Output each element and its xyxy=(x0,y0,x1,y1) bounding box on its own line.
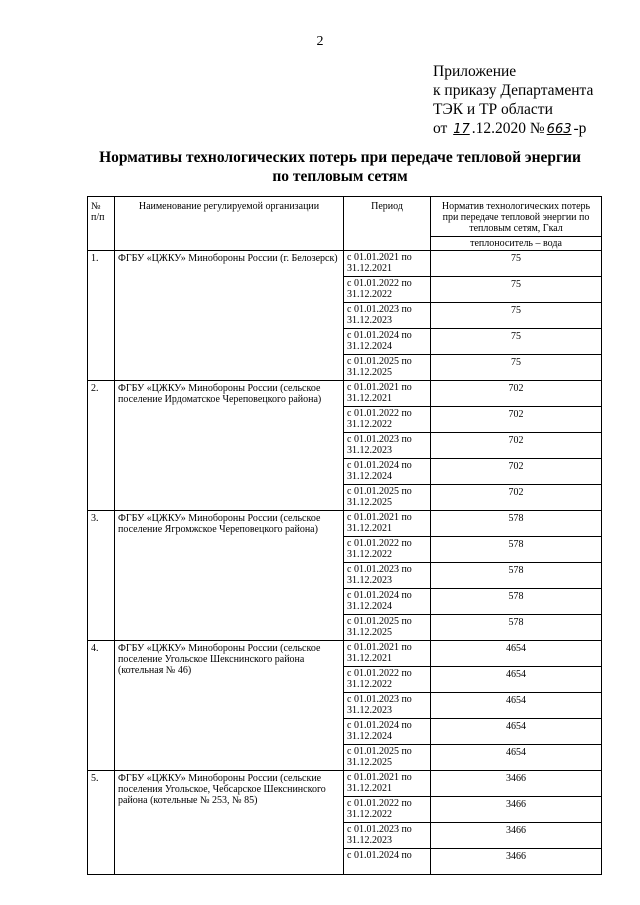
period-from: с 01.01.2025 по xyxy=(347,746,412,757)
appendix-date-line xyxy=(433,119,593,139)
norm-value: 4654 xyxy=(431,693,602,719)
period-cell xyxy=(344,355,431,381)
period-cell xyxy=(344,407,431,433)
title-line-2: по тепловым сетям xyxy=(272,168,408,185)
norm-value: 3466 xyxy=(431,849,602,875)
norm-value: 4654 xyxy=(431,667,602,693)
table-row xyxy=(88,641,602,667)
norm-value: 578 xyxy=(431,589,602,615)
title-line-1: Нормативы технологических потерь при передаче тепловой энергии xyxy=(99,149,581,166)
period-from: с 01.01.2023 по xyxy=(347,434,412,445)
period-cell xyxy=(344,433,431,459)
norms-table xyxy=(87,196,602,875)
period-cell xyxy=(344,381,431,407)
period-cell xyxy=(344,537,431,563)
period-from: с 01.01.2022 по xyxy=(347,538,412,549)
header-norm xyxy=(431,197,602,251)
period-cell xyxy=(344,667,431,693)
norm-value: 75 xyxy=(431,277,602,303)
period-to: 31.12.2024 xyxy=(347,731,392,742)
norm-value: 702 xyxy=(431,459,602,485)
period-to: 31.12.2025 xyxy=(347,367,392,378)
period-to: 31.12.2022 xyxy=(347,419,392,430)
row-number: 3. xyxy=(88,511,115,641)
period-from: с 01.01.2021 по xyxy=(347,252,412,263)
period-from: с 01.01.2021 по xyxy=(347,772,412,783)
period-to: 31.12.2025 xyxy=(347,627,392,638)
row-number: 1. xyxy=(88,251,115,381)
date-day-handwritten: 17 xyxy=(453,122,470,137)
norm-value: 578 xyxy=(431,511,602,537)
period-cell xyxy=(344,511,431,537)
period-to: 31.12.2024 xyxy=(347,471,392,482)
period-from: с 01.01.2024 по xyxy=(347,460,412,471)
table-row xyxy=(88,771,602,797)
period-cell xyxy=(344,693,431,719)
period-cell xyxy=(344,641,431,667)
period-to: 31.12.2024 xyxy=(347,341,392,352)
period-to: 31.12.2023 xyxy=(347,835,392,846)
period-cell xyxy=(344,251,431,277)
period-from: с 01.01.2021 по xyxy=(347,512,412,523)
table-row xyxy=(88,381,602,407)
period-to: 31.12.2022 xyxy=(347,549,392,560)
period-to: 31.12.2021 xyxy=(347,523,392,534)
row-number: 2. xyxy=(88,381,115,511)
header-org: Наименование регулируемой организации xyxy=(115,197,344,251)
norm-value: 75 xyxy=(431,303,602,329)
period-from: с 01.01.2024 по xyxy=(347,850,412,861)
header-norm-sub: теплоноситель – вода xyxy=(431,236,601,250)
period-from: с 01.01.2021 по xyxy=(347,382,412,393)
period-cell xyxy=(344,745,431,771)
period-to: 31.12.2025 xyxy=(347,757,392,768)
period-to: 31.12.2021 xyxy=(347,653,392,664)
order-number-suffix: -р xyxy=(573,120,587,137)
norm-value: 578 xyxy=(431,615,602,641)
norm-value: 702 xyxy=(431,381,602,407)
norm-value: 702 xyxy=(431,407,602,433)
period-from: с 01.01.2023 по xyxy=(347,694,412,705)
period-from: с 01.01.2023 по xyxy=(347,564,412,575)
norm-value: 3466 xyxy=(431,771,602,797)
period-from: с 01.01.2025 по xyxy=(347,616,412,627)
period-cell xyxy=(344,719,431,745)
period-cell xyxy=(344,459,431,485)
period-cell xyxy=(344,589,431,615)
date-rest: .12.2020 № xyxy=(471,120,545,137)
period-to: 31.12.2021 xyxy=(347,393,392,404)
period-to: 31.12.2023 xyxy=(347,315,392,326)
period-from: с 01.01.2024 по xyxy=(347,330,412,341)
appendix-line-1: Приложение xyxy=(433,63,517,80)
period-to: 31.12.2021 xyxy=(347,263,392,274)
norm-value: 702 xyxy=(431,433,602,459)
appendix-line-2: к приказу Департамента xyxy=(433,82,594,99)
header-norm-text: Норматив технологических потерь при передаче тепловой энергии по тепловым сетям, Гкал xyxy=(441,201,591,234)
page-number: 2 xyxy=(316,34,324,49)
appendix-line-3: ТЭК и ТР области xyxy=(433,101,553,118)
norm-value: 3466 xyxy=(431,823,602,849)
appendix-block xyxy=(433,62,593,139)
table-row xyxy=(88,511,602,537)
header-period: Период xyxy=(344,197,431,251)
period-to: 31.12.2023 xyxy=(347,575,392,586)
period-from: с 01.01.2022 по xyxy=(347,668,412,679)
period-cell xyxy=(344,615,431,641)
table-header-row xyxy=(88,197,602,251)
period-cell xyxy=(344,277,431,303)
period-from: с 01.01.2023 по xyxy=(347,304,412,315)
period-to: 31.12.2022 xyxy=(347,679,392,690)
period-from: с 01.01.2024 по xyxy=(347,720,412,731)
header-num: № п/п xyxy=(88,197,115,251)
period-to: 31.12.2023 xyxy=(347,705,392,716)
norm-value: 75 xyxy=(431,329,602,355)
period-from: с 01.01.2021 по xyxy=(347,642,412,653)
period-cell xyxy=(344,771,431,797)
norm-value: 4654 xyxy=(431,745,602,771)
period-cell xyxy=(344,485,431,511)
period-from: с 01.01.2023 по xyxy=(347,824,412,835)
organization-name: ФГБУ «ЦЖКУ» Минобороны России (г. Белозерск) xyxy=(115,251,344,381)
norm-value: 578 xyxy=(431,537,602,563)
order-number-handwritten: 663 xyxy=(546,122,572,137)
document-title xyxy=(60,148,620,186)
norm-value: 3466 xyxy=(431,797,602,823)
period-to: 31.12.2022 xyxy=(347,289,392,300)
period-cell xyxy=(344,303,431,329)
period-cell xyxy=(344,563,431,589)
norm-value: 4654 xyxy=(431,719,602,745)
period-to: 31.12.2023 xyxy=(347,445,392,456)
period-from: с 01.01.2022 по xyxy=(347,798,412,809)
norm-value: 578 xyxy=(431,563,602,589)
organization-name: ФГБУ «ЦЖКУ» Минобороны России (сельское поселение Ягромжское Череповецкого района) xyxy=(115,511,344,641)
organization-name: ФГБУ «ЦЖКУ» Минобороны России (сельское поселение Ирдоматское Череповецкого района) xyxy=(115,381,344,511)
period-to: 31.12.2024 xyxy=(347,601,392,612)
period-from: с 01.01.2022 по xyxy=(347,278,412,289)
table-body xyxy=(88,251,602,875)
norm-value: 75 xyxy=(431,251,602,277)
period-to: 31.12.2022 xyxy=(347,809,392,820)
norm-value: 4654 xyxy=(431,641,602,667)
period-cell xyxy=(344,797,431,823)
organization-name: ФГБУ «ЦЖКУ» Минобороны России (сельские поселения Угольское, Чебсарское Шекснинского района (котельные № 253, № 85) xyxy=(115,771,344,875)
organization-name: ФГБУ «ЦЖКУ» Минобороны России (сельское поселение Угольское Шекснинского района (котельная № 46) xyxy=(115,641,344,771)
norm-value: 702 xyxy=(431,485,602,511)
table-row xyxy=(88,251,602,277)
row-number: 5. xyxy=(88,771,115,875)
period-from: с 01.01.2025 по xyxy=(347,486,412,497)
period-cell xyxy=(344,823,431,849)
period-from: с 01.01.2025 по xyxy=(347,356,412,367)
period-from: с 01.01.2022 по xyxy=(347,408,412,419)
row-number: 4. xyxy=(88,641,115,771)
period-cell xyxy=(344,849,431,875)
period-to: 31.12.2021 xyxy=(347,783,392,794)
period-to: 31.12.2025 xyxy=(347,497,392,508)
norm-value: 75 xyxy=(431,355,602,381)
period-from: с 01.01.2024 по xyxy=(347,590,412,601)
date-prefix: от xyxy=(433,120,448,137)
period-cell xyxy=(344,329,431,355)
